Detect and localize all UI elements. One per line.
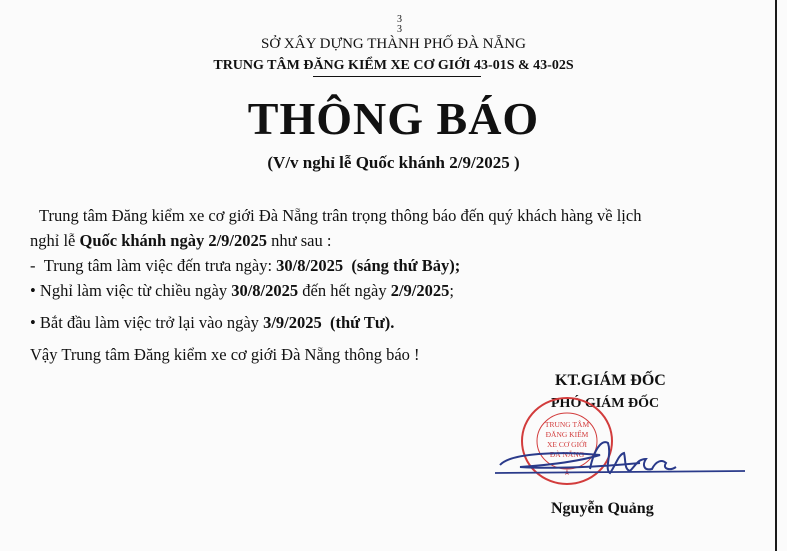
item-text-suffix: ; <box>449 281 454 300</box>
item-text: Nghỉ làm việc từ chiều ngày <box>39 281 232 300</box>
signature-title: KT.GIÁM ĐỐC <box>555 372 666 389</box>
intro-paragraph-line2 <box>30 231 331 251</box>
seal-text: XE CƠ GIỚI <box>547 440 587 449</box>
page-marker-top: 3 <box>397 14 402 25</box>
list-item <box>30 281 454 301</box>
ministry-name: SỞ XÂY DỰNG THÀNH PHỐ ĐÀ NẴNG <box>261 36 526 52</box>
intro-prefix: nghỉ lễ <box>30 231 80 250</box>
signer-name: Nguyễn Quảng <box>551 500 654 517</box>
bullet: • <box>30 313 36 332</box>
page-edge-line <box>775 0 777 551</box>
item-day: (sáng thứ Bảy); <box>351 256 461 275</box>
handwritten-signature <box>490 425 750 495</box>
notice-title: THÔNG BÁO <box>247 93 540 144</box>
item-text-middle: đến hết ngày <box>298 281 391 300</box>
list-item <box>30 313 394 333</box>
seal-text: ĐĂNG KIỂM <box>545 430 589 439</box>
item-date: 30/8/2025 <box>276 256 344 275</box>
item-day: (thứ Tư). <box>329 313 395 332</box>
item-text: Trung tâm làm việc đến trưa ngày: <box>43 256 277 275</box>
bullet: • <box>30 281 36 300</box>
item-date: 2/9/2025 <box>390 281 450 300</box>
item-date: 3/9/2025 <box>263 313 322 332</box>
intro-suffix: như sau : <box>267 231 332 250</box>
list-item <box>30 256 460 276</box>
intro-paragraph-line1: Trung tâm Đăng kiểm xe cơ giới Đà Nẵng trân trọng thông báo đến quý khách hàng về lịch <box>39 206 642 225</box>
seal-star-icon: ★ <box>563 468 571 477</box>
seal-text: ĐÀ NẴNG <box>549 450 585 459</box>
item-date: 30/8/2025 <box>231 281 299 300</box>
page-marker-bottom: 3 <box>397 24 402 35</box>
notice-subtitle: (V/v nghỉ lễ Quốc khánh 2/9/2025 ) <box>267 153 520 172</box>
dash-bullet: - <box>30 256 36 275</box>
closing-sentence: Vậy Trung tâm Đăng kiểm xe cơ giới Đà Nẵng thông báo ! <box>30 345 420 364</box>
holiday-date: Quốc khánh ngày 2/9/2025 <box>79 231 268 250</box>
signature-subtitle: PHÓ GIÁM ĐỐC <box>551 396 660 411</box>
center-name: TRUNG TÂM ĐĂNG KIỂM XE CƠ GIỚI 43-01S & 43-02S <box>213 58 574 73</box>
seal-text: TRUNG TÂM <box>544 420 590 429</box>
header-underline <box>313 76 481 77</box>
item-text: Bắt đầu làm việc trở lại vào ngày <box>39 313 264 332</box>
